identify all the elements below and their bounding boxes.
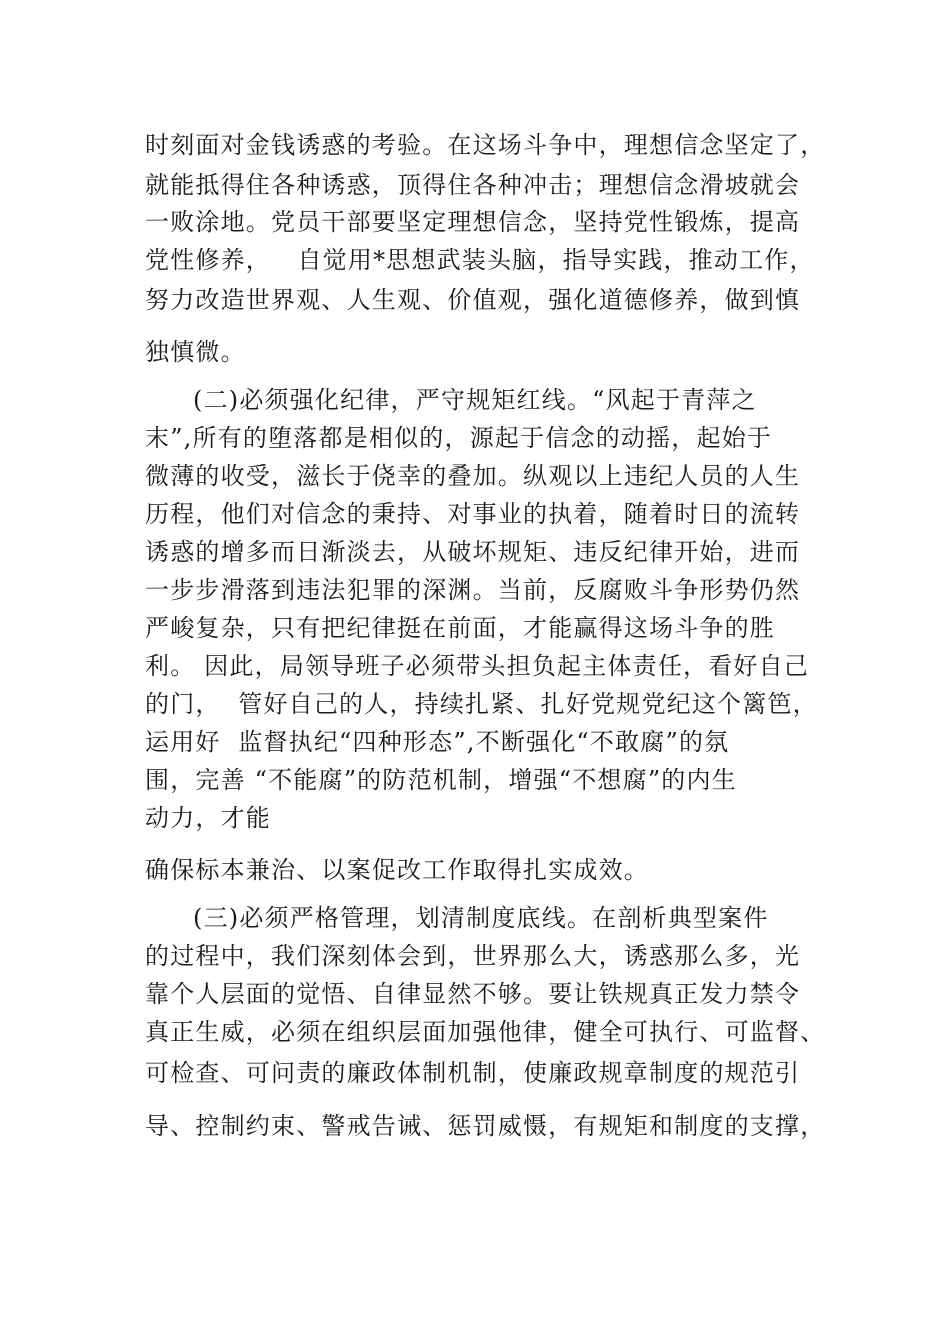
text-line: 一步步滑落到违法犯罪的深渊。当前，反腐败斗争形势仍然 [145,576,801,604]
text-line: 围，完善 “不能腐”的防范机制，增强“不想腐”的内生 [145,766,737,794]
text-line: 微薄的收受，滋长于侥幸的叠加。纵观以上违纪人员的人生 [145,462,801,490]
text-line: 历程，他们对信念的秉持、对事业的执着，随着时日的流转 [145,500,801,528]
text-line: 末”,所有的堕落都是相似的，源起于信念的动摇，起始于 [145,424,773,452]
text-line: 利。 因此，局领导班子必须带头担负起主体责任，看好自己 [145,652,810,680]
text-line: 党性修养， 自觉用*思想武装头脑，指导实践，推动工作， [145,246,815,274]
text-line: 诱惑的增多而日渐淡去，从破坏规矩、违反纪律开始，进而 [145,538,801,566]
text-line: 动力，才能 [145,804,271,832]
text-line: 运用好 监督执纪“四种形态”,不断强化“不敢腐”的氛 [145,728,730,756]
text-line: 可检查、可问责的廉政体制机制，使廉政规章制度的规范引 [145,1059,801,1087]
text-line: 独慎微。 [145,338,246,366]
text-line: 严峻复杂，只有把纪律挺在前面，才能赢得这场斗争的胜 [145,614,775,642]
text-line: 一败涂地。党员干部要坚定理想信念，坚持党性锻炼，提高 [145,208,801,236]
paragraph-heading-3: (三)必须严格管理，划清制度底线。在剖析典型案件 [193,904,769,932]
text-line: 的门， 管好自己的人，持续扎紧、扎好党规党纪这个篱笆， [145,690,818,718]
paragraph-heading-2: (二)必须强化纪律，严守规矩红线。“风起于青萍之 [193,386,757,414]
text-line: 靠个人层面的觉悟、自律显然不够。要让铁规真正发力禁令 [145,980,801,1008]
text-line: 导、控制约束、警戒告诫、惩罚威慑，有规矩和制度的支撑， [145,1112,826,1140]
text-line: 的过程中，我们深刻体会到，世界那么大，诱惑那么多，光 [145,942,801,970]
text-line: 真正生威，必须在组织层面加强他律，健全可执行、可监督、 [145,1018,826,1046]
text-line: 努力改造世界观、人生观、价值观，强化道德修养，做到慎 [145,286,801,314]
text-line: 时刻面对金钱诱惑的考验。在这场斗争中，理想信念坚定了， [145,131,826,159]
text-line: 就能抵得住各种诱惑，顶得住各种冲击；理想信念滑坡就会 [145,171,801,199]
text-line: 确保标本兼治、以案促改工作取得扎实成效。 [145,856,649,884]
